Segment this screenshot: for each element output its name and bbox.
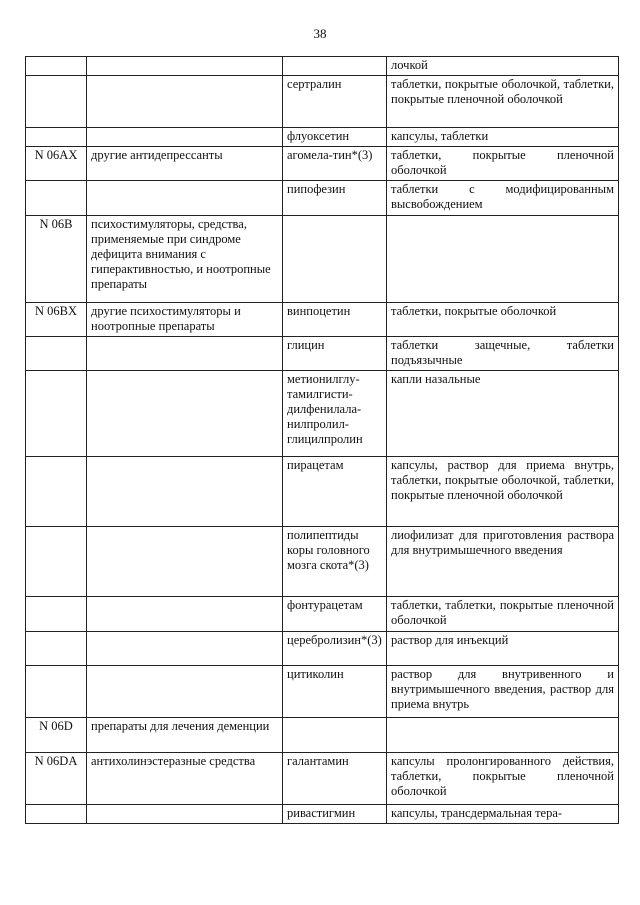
drug-name-cell <box>283 57 387 76</box>
atc-code-cell <box>26 805 87 824</box>
dosage-form-cell: раствор для инъекций <box>387 632 619 666</box>
group-name-cell <box>87 128 283 147</box>
table-row <box>26 527 619 597</box>
dosage-form-cell: таблетки, покрытые оболочкой, таблетки, покрытые пленочной оболочкой <box>387 76 619 128</box>
atc-code-cell: N 06D <box>26 718 87 753</box>
drug-name-cell: церебролизин*(3) <box>283 632 387 666</box>
dosage-form-cell: лиофилизат для приготовления раствора для внутримышечного введения <box>387 527 619 597</box>
group-name-cell <box>87 597 283 632</box>
table-row <box>26 597 619 632</box>
drug-name-cell: фонтурацетам <box>283 597 387 632</box>
table-row <box>26 337 619 371</box>
drug-name-cell: сертралин <box>283 76 387 128</box>
dosage-form-cell: раствор для внутривенного и внутримышечного введения, раствор для приема внутрь <box>387 666 619 718</box>
drug-name-cell: цитиколин <box>283 666 387 718</box>
table-row <box>26 371 619 457</box>
atc-code-cell <box>26 457 87 527</box>
group-name-cell <box>87 666 283 718</box>
page-number: 38 <box>313 26 327 41</box>
table-row <box>26 632 619 666</box>
table-row <box>26 805 619 824</box>
atc-code-cell <box>26 337 87 371</box>
drug-name-cell <box>283 216 387 303</box>
drug-name-cell: метионилглу-тамилгисти-дилфенилала-нилпролил-глицилпролин <box>283 371 387 457</box>
drug-table <box>25 56 619 824</box>
drug-name-cell: агомела-тин*(3) <box>283 147 387 181</box>
atc-code-cell <box>26 371 87 457</box>
drug-name-cell: пипофезин <box>283 181 387 216</box>
drug-name-cell: полипептиды коры головного мозга скота*(3) <box>283 527 387 597</box>
dosage-form-cell: таблетки, покрытые оболочкой <box>387 303 619 337</box>
drug-name-cell: ривастигмин <box>283 805 387 824</box>
table-row <box>26 303 619 337</box>
dosage-form-cell <box>387 718 619 753</box>
group-name-cell: препараты для лечения деменции <box>87 718 283 753</box>
group-name-cell <box>87 632 283 666</box>
atc-code-cell: N 06DA <box>26 753 87 805</box>
atc-code-cell: N 06AX <box>26 147 87 181</box>
group-name-cell <box>87 337 283 371</box>
dosage-form-cell: капсулы, таблетки <box>387 128 619 147</box>
group-name-cell <box>87 371 283 457</box>
atc-code-cell <box>26 632 87 666</box>
group-name-cell <box>87 57 283 76</box>
drug-name-cell: глицин <box>283 337 387 371</box>
group-name-cell: психостимуляторы, средства, применяемые при синдроме дефицита внимания с гиперактивностью, и ноотропные препараты <box>87 216 283 303</box>
table-row <box>26 128 619 147</box>
table-row <box>26 76 619 128</box>
table-row <box>26 718 619 753</box>
atc-code-cell <box>26 57 87 76</box>
group-name-cell <box>87 527 283 597</box>
dosage-form-cell: капсулы пролонгированного действия, таблетки, покрытые пленочной оболочкой <box>387 753 619 805</box>
atc-code-cell <box>26 597 87 632</box>
dosage-form-cell <box>387 216 619 303</box>
atc-code-cell <box>26 76 87 128</box>
table-row <box>26 57 619 76</box>
dosage-form-cell: таблетки с модифицированным высвобождением <box>387 181 619 216</box>
dosage-form-cell: капсулы, раствор для приема внутрь, таблетки, покрытые оболочкой, таблетки, покрытые пленочной оболочкой <box>387 457 619 527</box>
drug-name-cell: галантамин <box>283 753 387 805</box>
atc-code-cell: N 06BX <box>26 303 87 337</box>
group-name-cell <box>87 457 283 527</box>
table-row <box>26 457 619 527</box>
dosage-form-cell: капли назальные <box>387 371 619 457</box>
atc-code-cell <box>26 666 87 718</box>
atc-code-cell <box>26 181 87 216</box>
atc-code-cell: N 06B <box>26 216 87 303</box>
drug-name-cell: пирацетам <box>283 457 387 527</box>
group-name-cell: другие антидепрессанты <box>87 147 283 181</box>
drug-name-cell <box>283 718 387 753</box>
atc-code-cell <box>26 128 87 147</box>
group-name-cell: антихолинэстеразные средства <box>87 753 283 805</box>
group-name-cell <box>87 76 283 128</box>
table-row <box>26 216 619 303</box>
table-row <box>26 753 619 805</box>
table-row <box>26 147 619 181</box>
group-name-cell <box>87 805 283 824</box>
dosage-form-cell: таблетки, таблетки, покрытые пленочной оболочкой <box>387 597 619 632</box>
table-row <box>26 181 619 216</box>
dosage-form-cell: таблетки защечные, таблетки подъязычные <box>387 337 619 371</box>
group-name-cell: другие психостимуляторы и ноотропные препараты <box>87 303 283 337</box>
dosage-form-cell: капсулы, трансдермальная тера- <box>387 805 619 824</box>
dosage-form-cell: таблетки, покрытые пленочной оболочкой <box>387 147 619 181</box>
drug-name-cell: флуоксетин <box>283 128 387 147</box>
atc-code-cell <box>26 527 87 597</box>
table-row <box>26 666 619 718</box>
drug-name-cell: винпоцетин <box>283 303 387 337</box>
group-name-cell <box>87 181 283 216</box>
dosage-form-cell: лочкой <box>387 57 619 76</box>
